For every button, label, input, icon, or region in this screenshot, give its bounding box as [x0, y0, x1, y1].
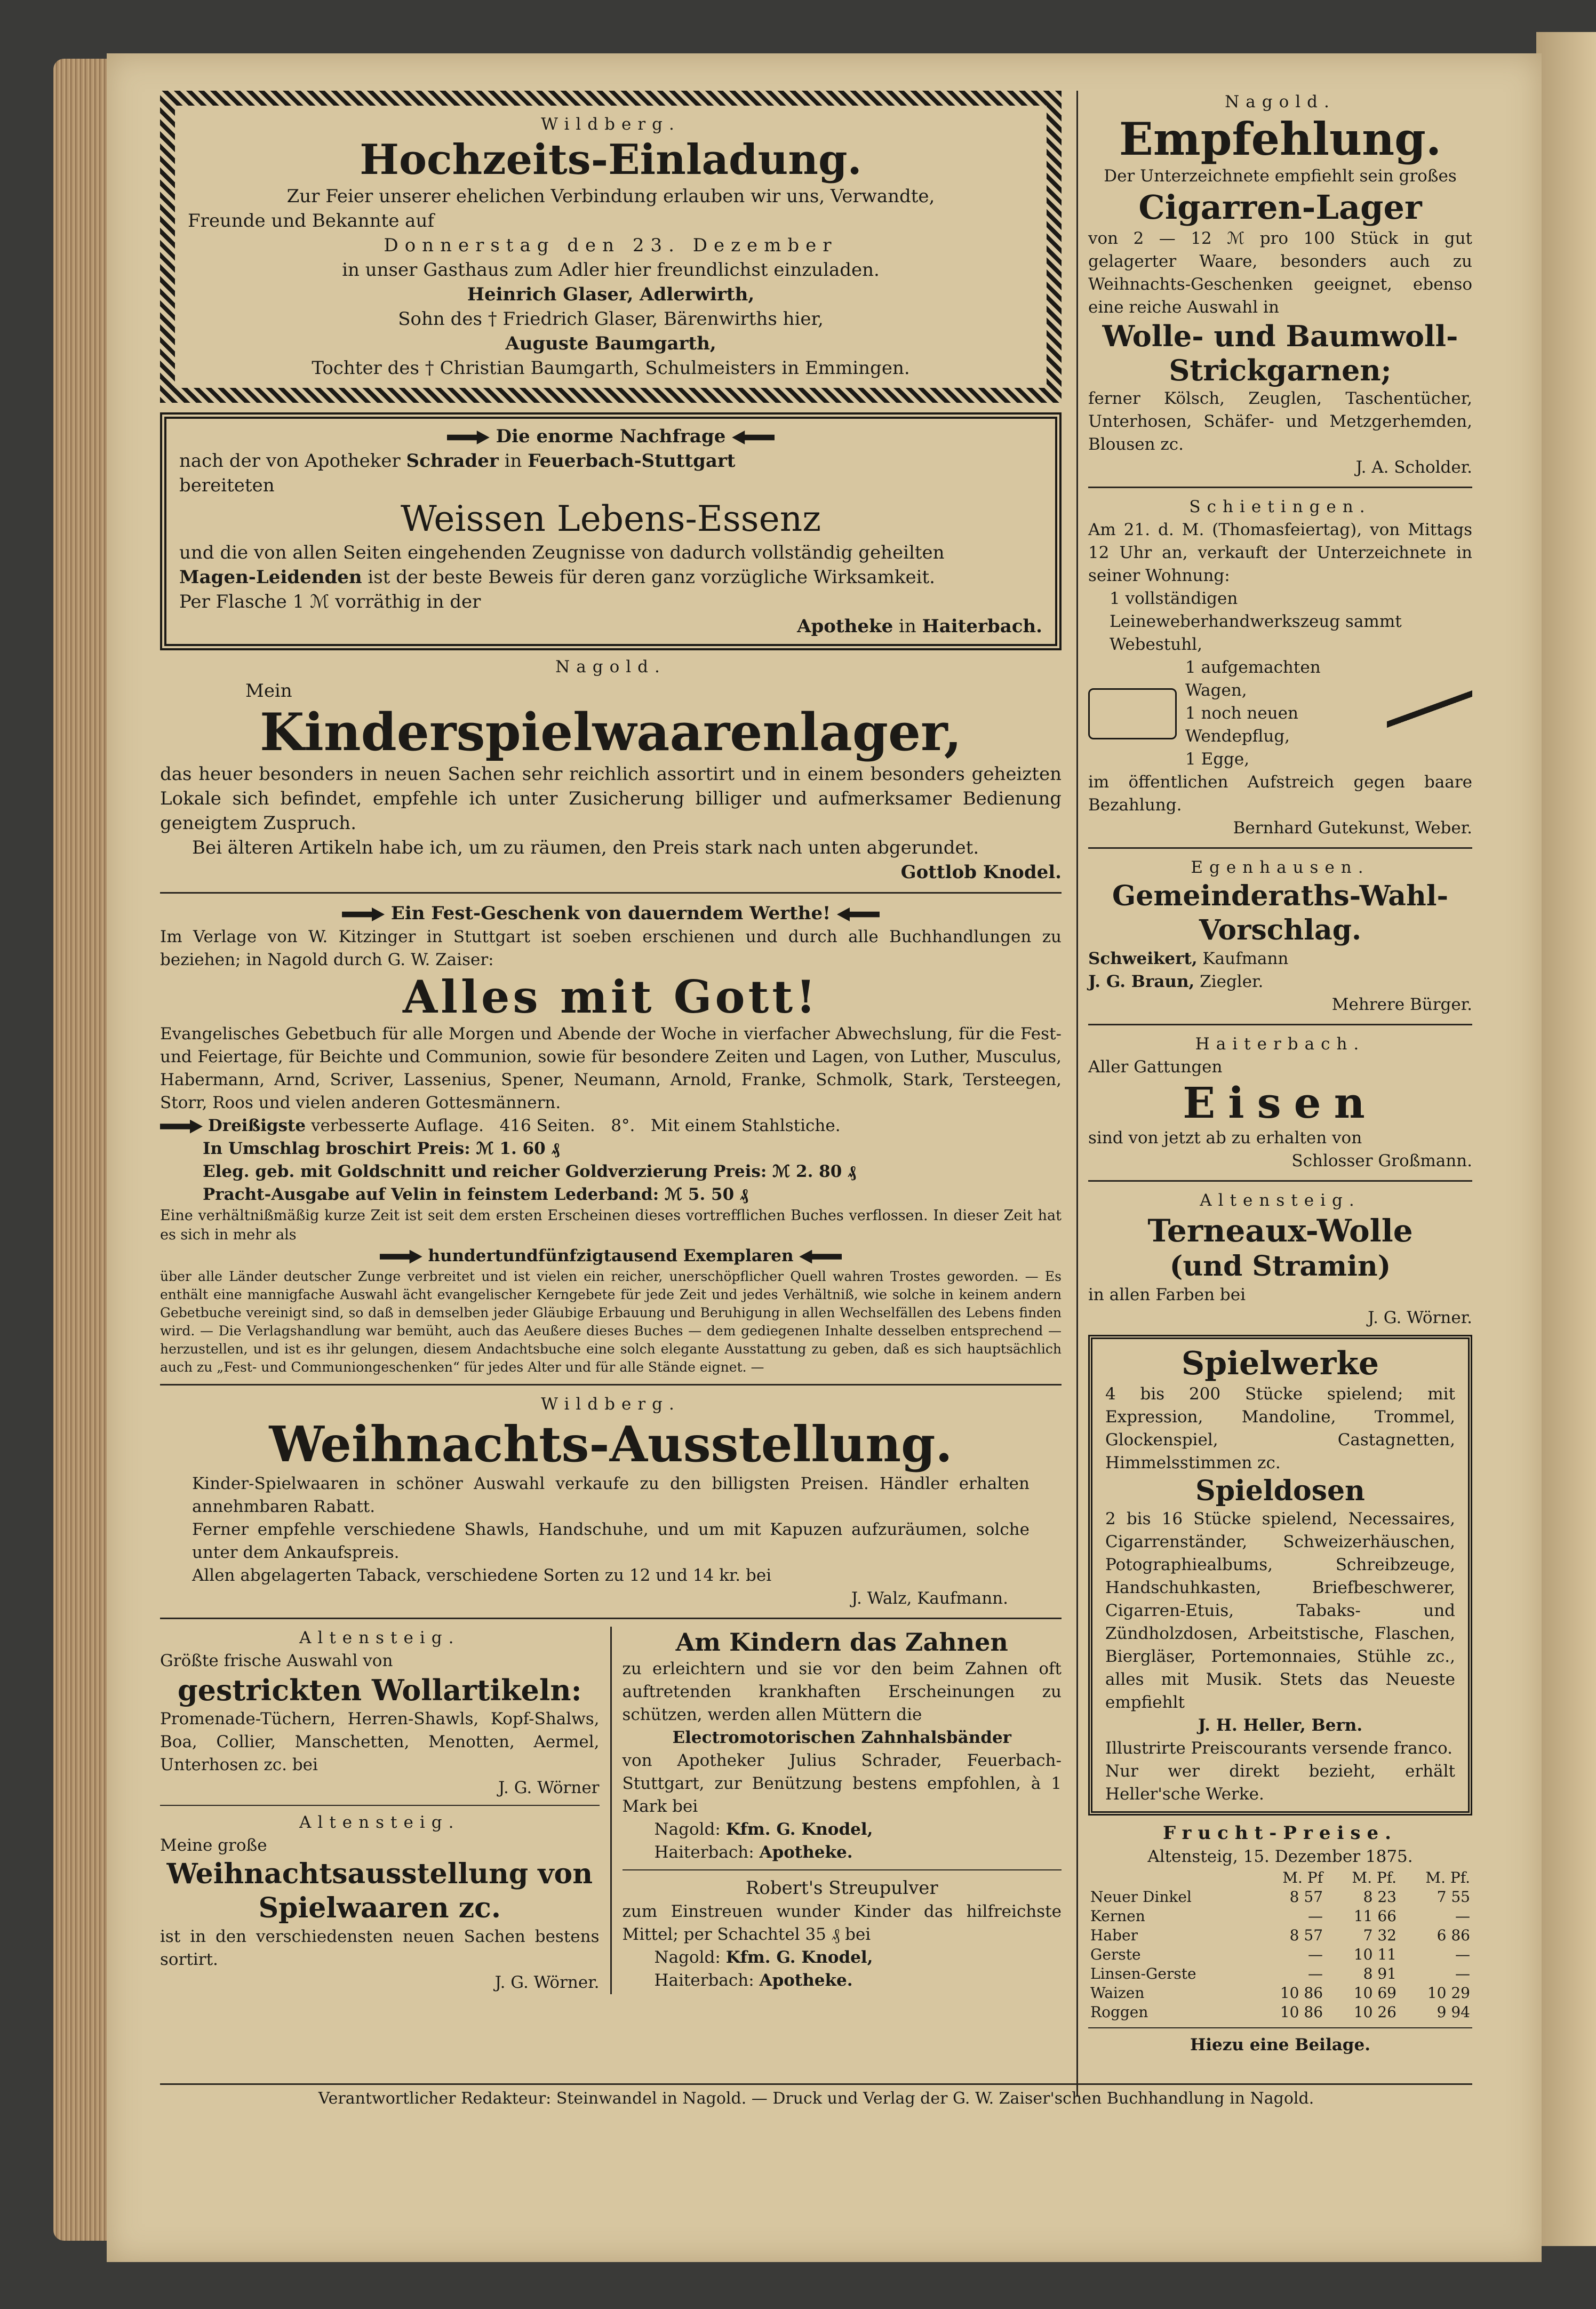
table-cell: Haber: [1090, 1926, 1138, 1944]
table-cell: 11 66: [1353, 1907, 1396, 1925]
ad-signature: Mehrere Bürger.: [1331, 995, 1472, 1014]
wedding-invitation: [160, 91, 1062, 403]
ad-body: von Apotheker Julius Schrader, Feuerbach-Stuttgart, zur Benützung bestens empfohlen, à 1 Mark bei: [622, 1751, 1062, 1816]
ad-body: über alle Länder deutscher Zunge verbreitet und ist vielen ein reicher, unerschöpflicher Quell wahren Trostes geworden. — Es enthält eine mannigfache Auswahl ächt evangelischer Kerngebete für jede Zeit und jedes Verhältniß, wie solche in keinem andern Gebetbuche vereinigt sind, so daß in demselben jeder Gläubige Erbauung und Beruhigung in allen Wechselfällen des Lebens finden wird. — Die Verlagshandlung war bemüht, auch das Aeußere dieses Buches — dem gediegenen Inhalte desselben entsprechend — herzustellen, und ist es ihr gelungen, diesem Andachtsbuche eine solch elegante Ausstattung zu geben, daß es sich hauptsächlich auch zu „Fest- und Communiongeschenken“ für jedes Alter und für alle Stände eignet. —: [160, 1269, 1062, 1375]
table-cell: —: [1308, 1946, 1323, 1963]
pointing-hand-icon: [160, 1120, 203, 1134]
terneaux-subtitle: (und Stramin): [1169, 1250, 1391, 1283]
ad-place: Altensteig.: [299, 1813, 460, 1832]
essenz-text: in: [504, 450, 522, 472]
left-column: [160, 91, 1062, 1994]
ad-signature: Gottlob Knodel.: [900, 862, 1062, 883]
essenz-text: nach der von Apotheker: [179, 450, 401, 472]
essenz-title: Weissen Lebens-Essenz: [400, 498, 821, 539]
strickgarne-title: Wolle- und Baumwoll-Strickgarnen;: [1102, 319, 1458, 387]
table-row: [1088, 1984, 1472, 2003]
ad-text: Mein: [245, 680, 292, 702]
table-cell: 10 69: [1353, 1984, 1396, 2002]
spielwerke-title: Spielwerke: [1181, 1345, 1379, 1382]
gott-heading: Ein Fest-Geschenk von dauerndem Werthe!: [390, 903, 831, 924]
ad-body: Illustrirte Preiscourants versende franco.: [1105, 1739, 1453, 1758]
bottom-ads-row: [160, 1627, 1062, 1994]
streupulver-ad: [623, 1876, 1062, 1992]
price-line: Pracht-Ausgabe auf Velin in feinstem Lederband: ℳ 5. 50 ₰: [203, 1185, 748, 1204]
table-cell: Kernen: [1090, 1907, 1145, 1925]
ad-body: Evangelisches Gebetbuch für alle Morgen und Abende der Woche in vierfacher Abwechslung, für die Fest- und Feiertage, für Beichte und Communion, sowie für besondere Zeiten und Lagen, von Luther, Musculus, Habermann, Arnd, Scriver, Lassenius, Spener, Neumann, Arnold, Franke, Schmolk, Stark, Tersteegen, Storr, Roos und vielen anderen Gottesmännern.: [160, 1024, 1062, 1112]
ad-body: im öffentlichen Aufstreich gegen baare Bezahlung.: [1088, 773, 1472, 815]
pointing-hand-icon: [837, 907, 880, 921]
seller-name: Kfm. G. Knodel,: [725, 1820, 873, 1839]
imprint-footer: Verantwortlicher Redakteur: Steinwandel in Nagold. — Druck und Verlag der G. W. Zaiser'schen Buchhandlung in Nagold.: [160, 2083, 1472, 2108]
zahnen-product: Electromotorischen Zahnhalsbänder: [672, 1728, 1011, 1747]
essenz-place: Feuerbach-Stuttgart: [528, 450, 736, 472]
candidate-name: J. G. Braun,: [1088, 972, 1195, 991]
table-row: [1088, 1926, 1472, 1945]
pointing-hand-icon: [380, 1250, 422, 1264]
table-cell: 10 11: [1353, 1946, 1396, 1963]
spielwaaren-title: Weihnachtsausstellung von Spielwaaren zc.: [166, 1858, 593, 1924]
ad-text: Mit einem Stahlstiche.: [650, 1116, 841, 1135]
ad-body: von 2 — 12 ℳ pro 100 Stück in gut gelagerter Waare, besonders auch zu Weihnachts-Geschenken geeignet, ebenso eine reiche Auswahl in: [1088, 229, 1472, 317]
essenz-seller: Apotheke: [797, 616, 893, 637]
table-header: M. Pf.: [1352, 1869, 1396, 1886]
table-cell: 8 57: [1289, 1888, 1323, 1906]
ad-body: ist in den verschiedensten neuen Sachen bestens sortirt.: [160, 1927, 600, 1969]
ad-body: Allen abgelagerten Taback, verschiedene Sorten zu 12 und 14 kr. bei: [192, 1566, 772, 1585]
spielwaaren-ad: [160, 1811, 600, 1994]
price-line: In Umschlag broschirt Preis: ℳ 1. 60 ₰: [203, 1139, 560, 1158]
zahnen-title: Am Kindern das Zahnen: [675, 1628, 1008, 1657]
table-cell: 8 57: [1289, 1926, 1323, 1944]
table-row: [1088, 1907, 1472, 1926]
table-cell: 10 86: [1280, 2003, 1323, 2021]
ad-body: Nur wer direkt bezieht, erhält Heller'sche Werke.: [1105, 1762, 1455, 1804]
essenz-ailment: Magen-Leidenden: [179, 567, 362, 588]
ad-body: 2 bis 16 Stücke spielend, Necessaires, Cigarrenständer, Schweizerhäuschen, Potographiealbums, Schreibzeuge, Handschuhkasten, Briefbeschwerer, Cigarren-Etuis, Tabaks- und Zündholzdosen, Arbeitstische, Flaschen, Biergläser, Portemonnaies, Stühle zc., alles mit Musik. Stets das Neueste empfiehlt: [1105, 1509, 1455, 1712]
kinder-title: Kinderspielwaarenlager,: [259, 702, 962, 762]
ad-text: verbesserte Auflage.: [310, 1116, 484, 1135]
wedding-place: Wildberg.: [541, 115, 681, 134]
ad-body: Im Verlage von W. Kitzinger in Stuttgart ist soeben erschienen und durch alle Buchhandlungen zu beziehen; in Nagold durch G. W. Zaiser:: [160, 927, 1062, 969]
ad-signature: J. G. Wörner.: [1368, 1308, 1472, 1327]
table-header: M. Pf.: [1425, 1869, 1470, 1886]
ad-place: Schietingen.: [1189, 497, 1371, 516]
table-cell: 6 86: [1437, 1926, 1470, 1944]
wedding-text: Freunde und Bekannte auf: [188, 210, 434, 232]
ad-body: zum Einstreuen wunder Kinder das hilfreichste Mittel; per Schachtel 35 ₰ bei: [622, 1902, 1062, 1944]
price-line: Eleg. geb. mit Goldschnitt und reicher Goldverzierung Preis: ℳ 2. 80 ₰: [203, 1162, 856, 1181]
ad-signature: J. H. Heller, Bern.: [1198, 1716, 1363, 1735]
ad-place: Nagold.: [1225, 92, 1336, 112]
ad-place: Altensteig.: [299, 1628, 460, 1647]
wollartikel-ad: [160, 1627, 600, 1800]
edition-number: Dreißigste: [208, 1116, 306, 1135]
table-cell: 9 94: [1437, 2003, 1470, 2021]
ad-body: Eine verhältnißmäßig kurze Zeit ist seit dem ersten Erscheinen dieses vortrefflichen Buches verflossen. In dieser Zeit hat es sich in mehr als: [160, 1207, 1062, 1243]
ad-signature: J. A. Scholder.: [1355, 458, 1472, 477]
ad-body: zu erleichtern und sie vor den beim Zahnen oft auftretenden krankhaften Erscheinungen zu schützen, werden allen Müttern die: [622, 1659, 1062, 1724]
table-cell: 10 86: [1280, 1984, 1323, 2002]
table-cell: Linsen-Gerste: [1090, 1965, 1196, 1982]
pointing-hand-icon: [799, 1250, 842, 1264]
ad-body: Bei älteren Artikeln habe ich, um zu räumen, den Preis stark nach unten abgerundet.: [192, 837, 979, 858]
preise-date: Altensteig, 15. Dezember 1875.: [1147, 1847, 1413, 1866]
table-header: [1088, 1868, 1254, 1888]
wahl-title: Gemeinderaths-Wahl-Vorschlag.: [1112, 880, 1449, 946]
seller-label: Nagold:: [654, 1948, 721, 1967]
table-cell: Roggen: [1090, 2003, 1148, 2021]
ad-signature: J. G. Wörner: [498, 1778, 600, 1797]
gott-title: Alles mit Gott!: [402, 970, 819, 1023]
table-row: [1088, 1964, 1472, 1984]
auktion-ad: [1088, 496, 1472, 840]
table-cell: —: [1455, 1965, 1470, 1982]
ad-place: Wildberg.: [541, 1395, 681, 1414]
bride-desc: Tochter des † Christian Baumgarth, Schulmeisters in Emmingen.: [312, 357, 910, 379]
ad-signature: J. G. Wörner.: [494, 1973, 600, 1992]
ad-text: Meine große: [160, 1836, 267, 1855]
seller-name: Apotheke.: [759, 1843, 853, 1862]
zahnen-ad: [623, 1627, 1062, 1864]
woll-title: gestrickten Wollartikeln:: [177, 1673, 582, 1707]
ad-place: Nagold.: [555, 657, 666, 676]
wagon-illustration: [1088, 688, 1177, 739]
table-cell: 8 23: [1363, 1888, 1396, 1906]
essenz-heading: Die enorme Nachfrage: [496, 426, 726, 447]
seller-label: Haiterbach:: [654, 1971, 754, 1990]
ad-body: Kinder-Spielwaaren in schöner Auswahl verkaufe zu den billigsten Preisen. Händler erhalten annehmbaren Rabatt.: [192, 1474, 1030, 1516]
eisen-ad: [1088, 1033, 1472, 1173]
spielwerke-ad: [1088, 1335, 1472, 1816]
wedding-text: in unser Gasthaus zum Adler hier freundlichst einzuladen.: [342, 259, 880, 281]
lebens-essenz-ad: [160, 412, 1062, 650]
table-cell: —: [1308, 1965, 1323, 1982]
table-row: [1088, 1945, 1472, 1964]
essenz-text: ist der beste Beweis für deren ganz vorzügliche Wirksamkeit.: [368, 567, 935, 588]
wedding-date: Donnerstag den 23. Dezember: [384, 235, 838, 256]
candidate-desc: Kaufmann: [1202, 949, 1289, 968]
ad-body: 4 bis 200 Stücke spielend; mit Expression, Mandoline, Trommel, Glockenspiel, Castagnetten, Himmelsstimmen zc.: [1105, 1384, 1455, 1472]
cigarren-title: Cigarren-Lager: [1138, 188, 1422, 227]
groom-desc: Sohn des † Friedrich Glaser, Bärenwirths hier,: [398, 308, 824, 330]
auction-item: 1 aufgemachten Wagen,: [1185, 658, 1321, 700]
streupulver-title: Robert's Streupulver: [745, 1877, 938, 1899]
auction-item: 1 Egge,: [1185, 750, 1250, 769]
essenz-seller-place: Haiterbach.: [922, 616, 1042, 637]
table-cell: 7 55: [1437, 1888, 1470, 1906]
table-cell: 10 29: [1427, 1984, 1470, 2002]
beilage-note: Hiezu eine Beilage.: [1190, 2035, 1371, 2055]
ad-body: Ferner empfehle verschiedene Shawls, Handschuhe, und um mit Kapuzen aufzuräumen, solche unter dem Ankaufspreis.: [192, 1520, 1030, 1562]
pointing-hand-icon: [342, 907, 385, 921]
spieldosen-title: Spieldosen: [1195, 1475, 1365, 1507]
empfehlung-ad: [1088, 91, 1472, 479]
ad-text: 8°.: [611, 1116, 635, 1135]
ad-body: sind von jetzt ab zu erhalten von: [1088, 1128, 1362, 1148]
ad-body: Promenade-Tüchern, Herren-Shawls, Kopf-Shalws, Boa, Collier, Manschetten, Menotten, Aermel, Unterhosen zc. bei: [160, 1709, 600, 1774]
ad-signature: Schlosser Großmann.: [1291, 1151, 1472, 1171]
essenz-text: in: [899, 616, 916, 637]
essenz-maker: Schrader: [406, 450, 499, 472]
ad-signature: J. Walz, Kaufmann.: [851, 1589, 1008, 1608]
seller-name: Kfm. G. Knodel,: [725, 1948, 873, 1967]
groom-name: Heinrich Glaser, Adlerwirth,: [467, 284, 755, 305]
essenz-text: und die von allen Seiten eingehenden Zeugnisse von dadurch vollständig geheilten: [179, 542, 945, 563]
bride-name: Auguste Baumgarth,: [505, 333, 716, 354]
candidate-name: Schweikert,: [1088, 949, 1198, 968]
ad-text: Aller Gattungen: [1088, 1057, 1223, 1077]
ad-body: das heuer besonders in neuen Sachen sehr reichlich assortirt und in einem besonders geheizten Lokale sich befindet, empfehle ich unter Zusicherung billiger und aufmerksamer Bedienung geneigtem Zuspruch.: [160, 763, 1062, 834]
ad-body: ferner Kölsch, Zeuglen, Taschentücher, Unterhosen, Schäfer- und Metzgerhemden, Blousen zc.: [1088, 389, 1472, 454]
ad-text: in allen Farben bei: [1088, 1285, 1246, 1304]
seller-label: Nagold:: [654, 1820, 721, 1839]
auction-item: 1 vollständigen Leineweberhandwerkszeug sammt Webestuhl,: [1110, 589, 1402, 654]
wedding-text: Zur Feier unserer ehelichen Verbindung erlauben wir uns, Verwandte,: [286, 186, 935, 207]
table-row: [1088, 2003, 1472, 2022]
essenz-text: Per Flasche 1 ℳ vorräthig in der: [179, 591, 481, 612]
table-cell: —: [1308, 1907, 1323, 1925]
empfehlung-title: Empfehlung.: [1119, 113, 1442, 165]
wedding-title: Hochzeits-Einladung.: [360, 136, 862, 184]
table-cell: —: [1455, 1907, 1470, 1925]
gemeinderat-wahl-ad: [1088, 856, 1472, 1016]
candidate-desc: Ziegler.: [1200, 972, 1264, 991]
terneaux-ad: [1088, 1189, 1472, 1329]
preise-table: [1088, 1868, 1472, 2022]
seller-label: Haiterbach:: [654, 1843, 754, 1862]
table-cell: Gerste: [1090, 1946, 1141, 1963]
table-cell: 8 91: [1363, 1965, 1396, 1982]
essenz-text: bereiteten: [179, 475, 275, 496]
right-column: [1088, 91, 1472, 2057]
table-cell: Neuer Dinkel: [1090, 1888, 1192, 1906]
adjacent-page-edge: [1536, 32, 1596, 2246]
table-cell: Waizen: [1090, 1984, 1145, 2002]
ad-place: Egenhausen.: [1191, 858, 1370, 877]
plough-illustration: [1387, 690, 1472, 738]
pointing-hand-icon: [732, 431, 775, 444]
weihnachts-ausstellung-ad: [160, 1393, 1062, 1610]
eisen-title: Eisen: [1183, 1078, 1378, 1128]
ad-place: Haiterbach.: [1195, 1034, 1366, 1054]
ad-text: 416 Seiten.: [499, 1116, 595, 1135]
preise-title: Frucht-Preise.: [1162, 1822, 1398, 1844]
table-row: [1088, 1888, 1472, 1907]
copies-count: hundertundfünfzigtausend Exemplaren: [428, 1246, 794, 1265]
ad-body: Am 21. d. M. (Thomasfeiertag), von Mittags 12 Uhr an, verkauft der Unterzeichnete in seiner Wohnung:: [1088, 520, 1472, 585]
kinderspielwaaren-ad: [160, 656, 1062, 885]
ad-signature: Bernhard Gutekunst, Weber.: [1233, 818, 1472, 838]
table-cell: 7 32: [1363, 1926, 1396, 1944]
alles-mit-gott-ad: [160, 901, 1062, 1376]
ad-text: Der Unterzeichnete empfiehlt sein großes: [1104, 166, 1457, 186]
auction-item: 1 noch neuen Wendepflug,: [1185, 704, 1298, 746]
table-header: M. Pf: [1282, 1869, 1323, 1886]
frucht-preise: [1088, 1821, 1472, 2057]
table-cell: 10 26: [1353, 2003, 1396, 2021]
column-rule: [1076, 91, 1078, 2097]
pointing-hand-icon: [447, 431, 490, 444]
ad-text: Größte frische Auswahl von: [160, 1651, 393, 1670]
weihnacht-title: Weihnachts-Ausstellung.: [269, 1415, 953, 1473]
ad-place: Altensteig.: [1200, 1191, 1361, 1210]
table-cell: —: [1455, 1946, 1470, 1963]
terneaux-title: Terneaux-Wolle: [1147, 1213, 1413, 1249]
seller-name: Apotheke.: [759, 1971, 853, 1990]
